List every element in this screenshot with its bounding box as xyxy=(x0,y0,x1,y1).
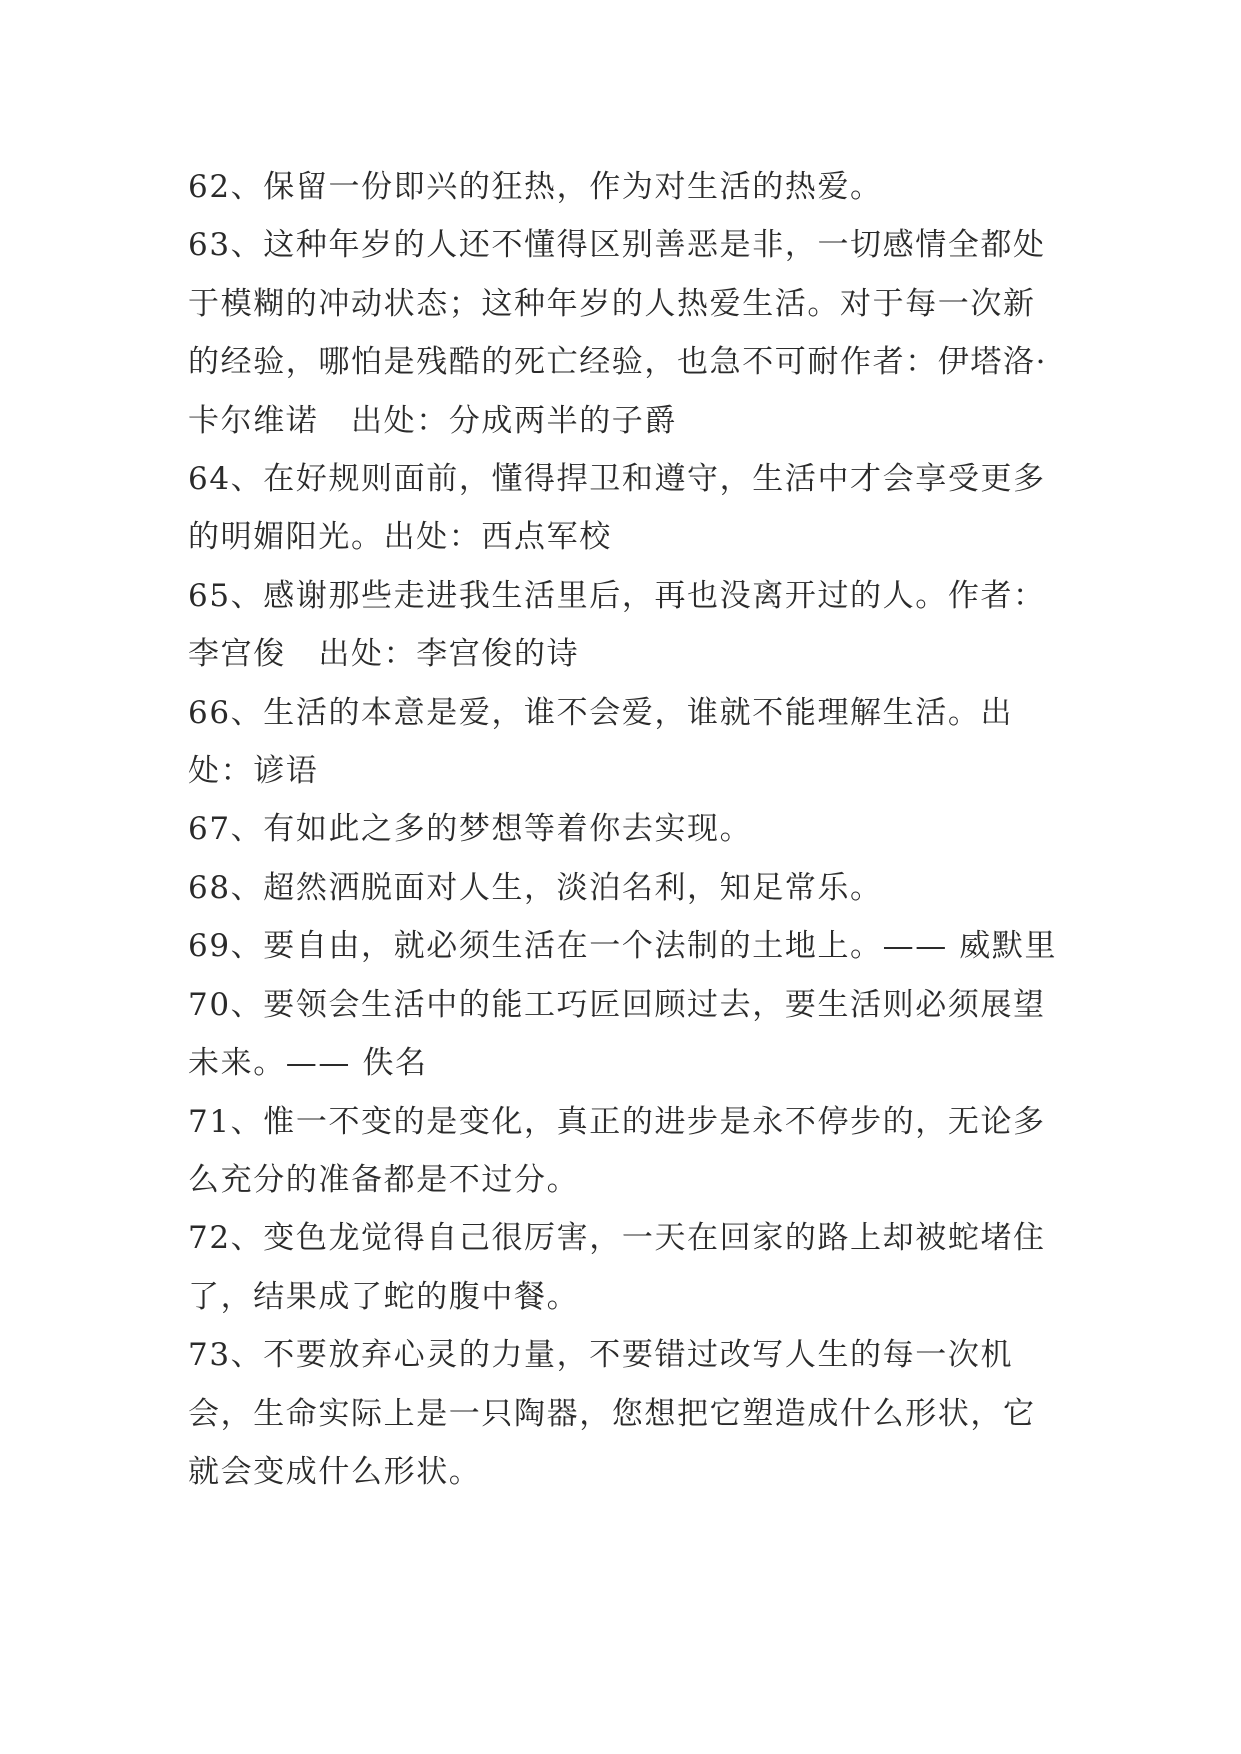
quote-73: 73、不要放弃心灵的力量，不要错过改写人生的每一次机会，生命实际上是一只陶器，您想把它塑造成什么形状，它就会变成什么形状。 xyxy=(188,1337,1036,1490)
quote-71: 71、惟一不变的是变化，真正的进步是永不停步的，无论多么充分的准备都是不过分。 xyxy=(188,1103,1046,1198)
quote-72: 72、变色龙觉得自己很厉害，一天在回家的路上却被蛇堵住了，结果成了蛇的腹中餐。 xyxy=(188,1220,1046,1315)
quote-70: 70、要领会生活中的能工巧匠回顾过去，要生活则必须展望未来。—— 佚名 xyxy=(188,986,1046,1082)
quote-65: 65、感谢那些走进我生活里后，再也没离开过的人。作者：李宫俊 出处：李宫俊的诗 xyxy=(188,577,1046,673)
quote-63: 63、这种年岁的人还不懂得区别善恶是非，一切感情全都处于模糊的冲动状态；这种年岁的人热爱生活。对于每一次新的经验，哪怕是残酷的死亡经验，也急不可耐作者：伊塔洛·卡尔维诺 出处：分成两半的子爵 xyxy=(188,227,1048,439)
quote-62: 62、保留一份即兴的狂热，作为对生活的热爱。 xyxy=(188,169,883,205)
quote-69: 69、要自由，就必须生活在一个法制的土地上。—— 威默里 xyxy=(188,928,1058,965)
quote-list xyxy=(188,158,1058,1501)
quote-67: 67、有如此之多的梦想等着你去实现。 xyxy=(188,811,753,848)
quote-64: 64、在好规则面前，懂得捍卫和遵守，生活中才会享受更多的明媚阳光。出处：西点军校 xyxy=(188,461,1046,556)
quote-68: 68、超然洒脱面对人生，淡泊名利，知足常乐。 xyxy=(188,869,883,906)
quote-66: 66、生活的本意是爱，谁不会爱，谁就不能理解生活。出处：谚语 xyxy=(188,694,1014,790)
